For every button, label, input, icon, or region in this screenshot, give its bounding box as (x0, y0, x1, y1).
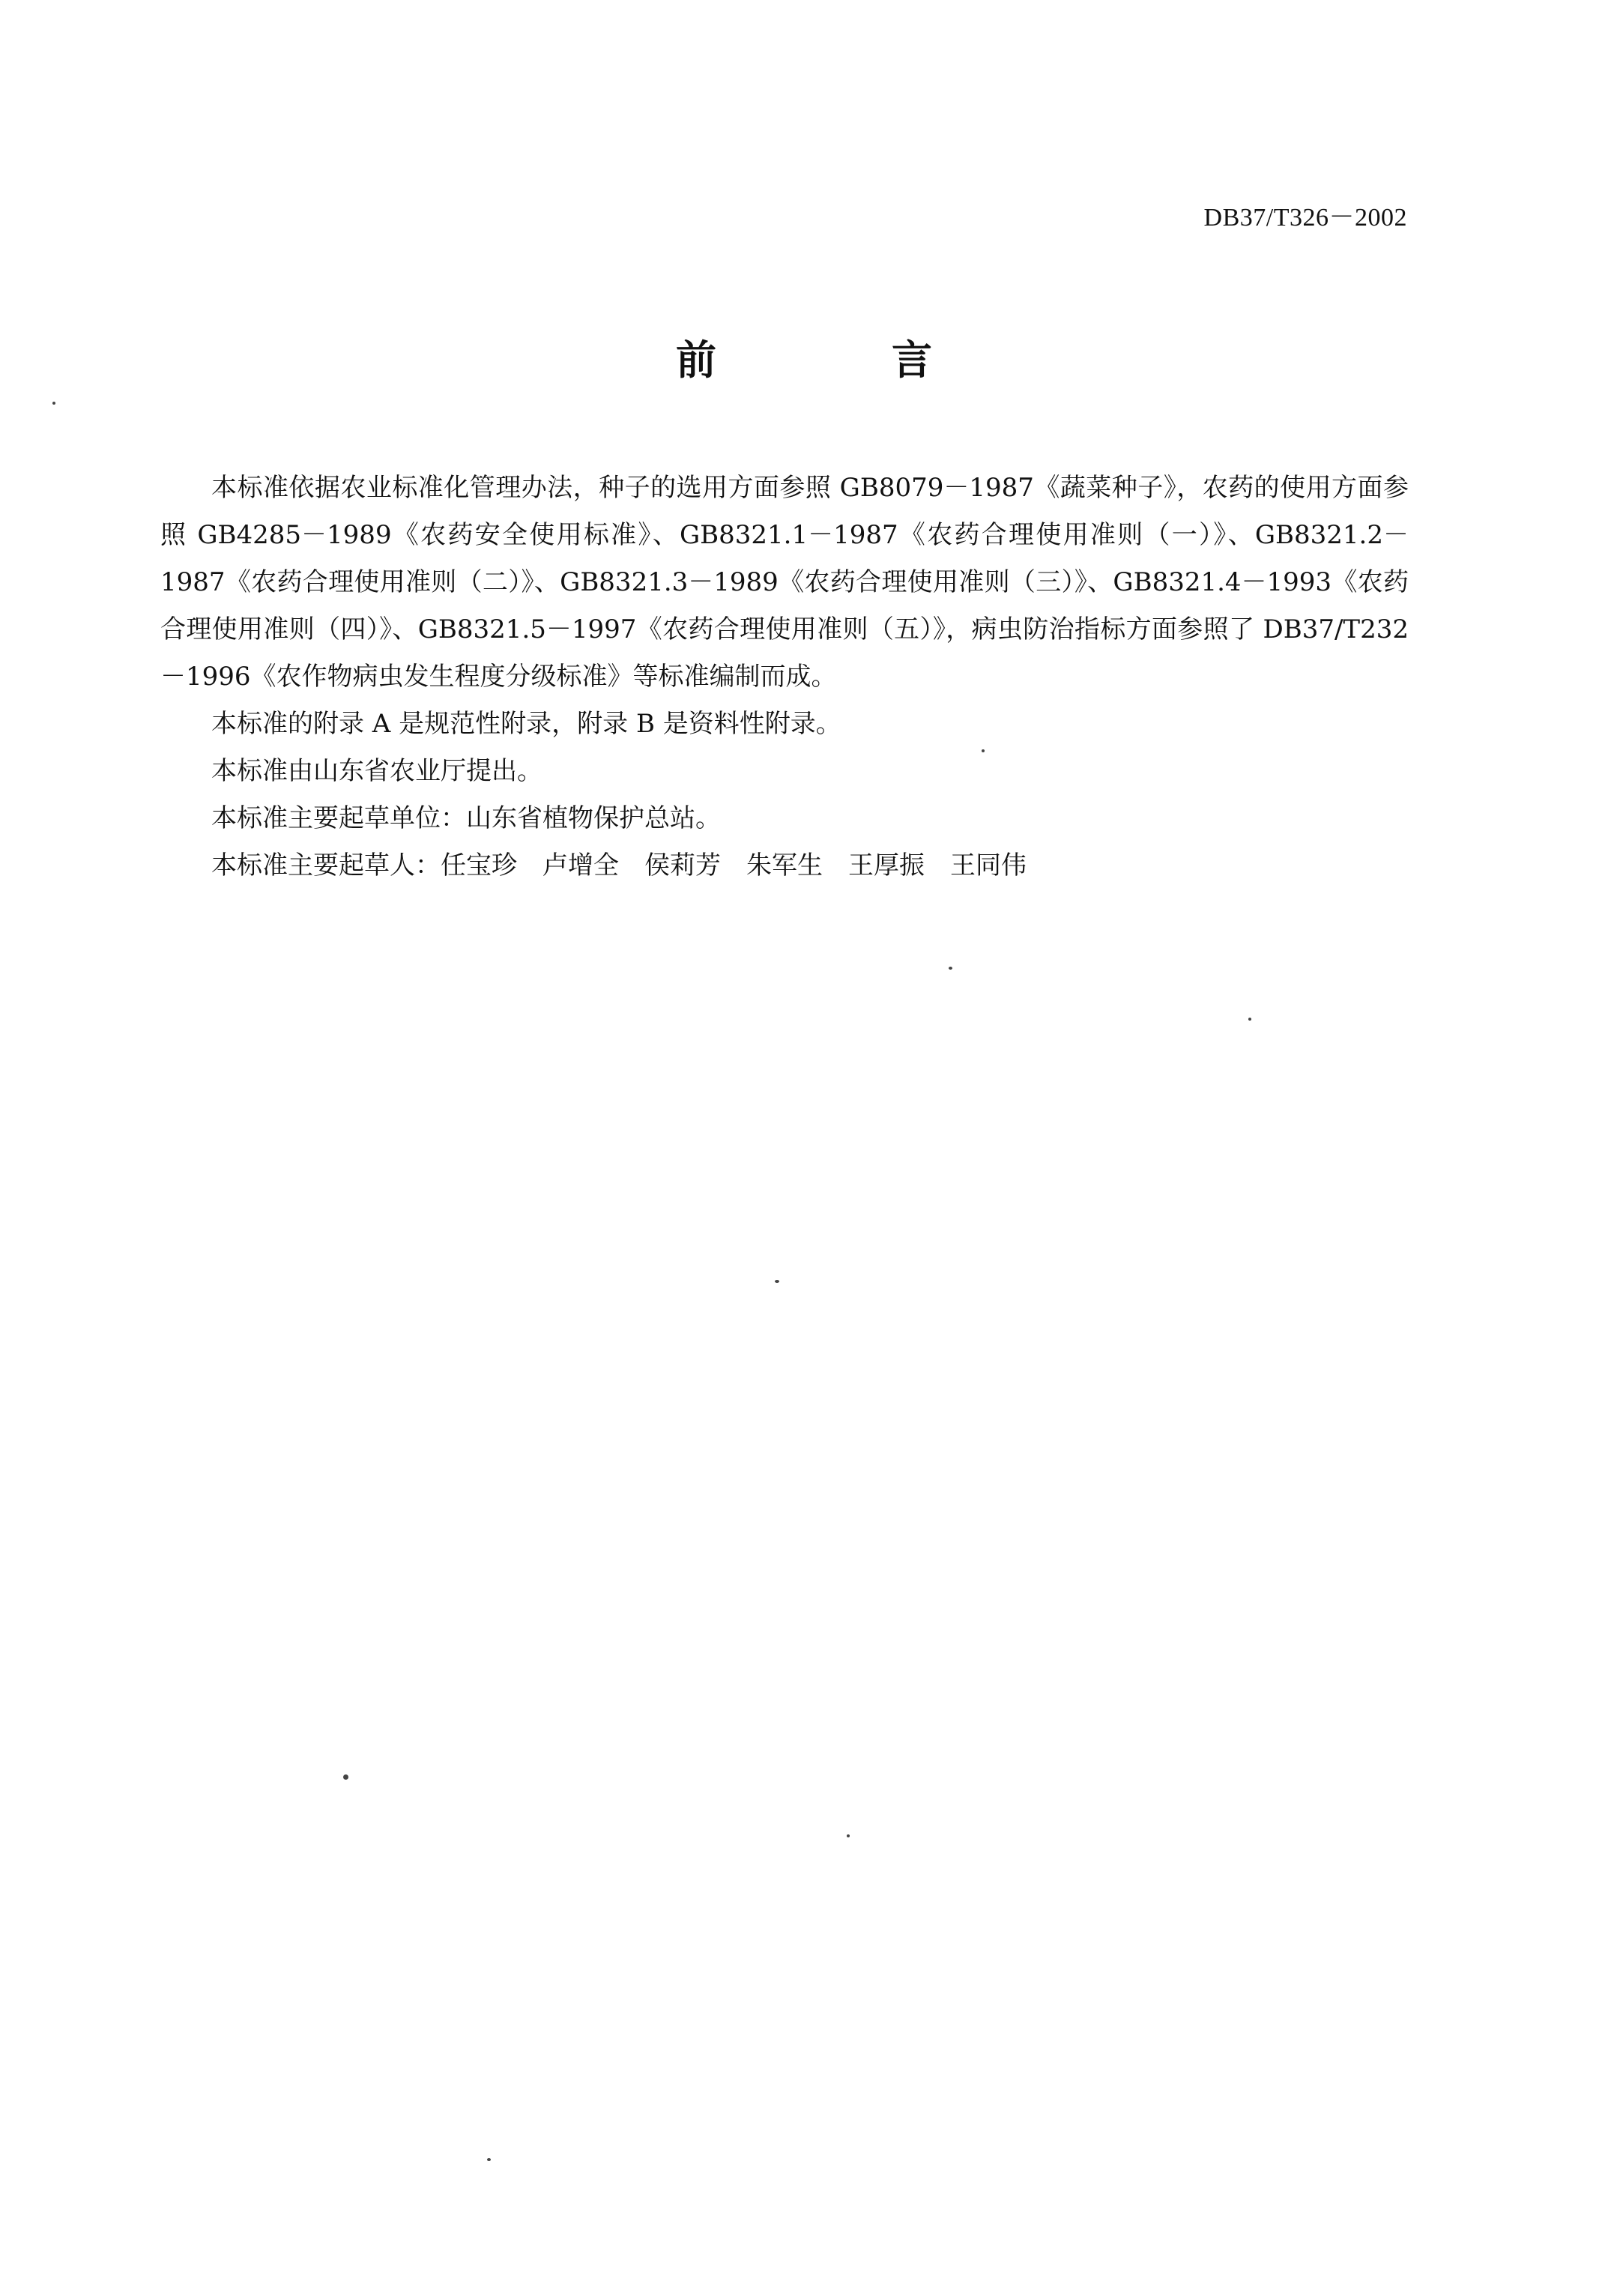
paragraph-drafters: 本标准主要起草人：任宝珍 卢增全 侯莉芳 朱军生 王厚振 王同伟 (211, 851, 1027, 880)
scan-speck (775, 1280, 779, 1283)
scan-speck (949, 967, 952, 970)
paragraph-proposer: 本标准由山东省农业厅提出。 (211, 756, 542, 786)
scan-speck (343, 1774, 348, 1780)
document-code: DB37/T326－2002 (1203, 204, 1407, 232)
scan-speck (982, 749, 985, 752)
foreword-body (160, 465, 1409, 889)
scan-speck (487, 2158, 491, 2161)
scan-speck (1248, 1018, 1251, 1021)
scan-speck (847, 1834, 850, 1837)
scan-speck (52, 402, 55, 405)
page-title: 前 言 (676, 336, 1000, 384)
paragraph-references: 本标准依据农业标准化管理办法，种子的选用方面参照 GB8079－1987《蔬菜种子》，农药的使用方面参照 GB4285－1989《农药安全使用标准》、GB8321.1－1987《农药合理使用准则（一）》、GB8321.2－1987《农药合理使用准则（二）》、GB8321.3－1989《农药合理使用准则（三）》、GB8321.4－1993《农药合理使用准则（四）》、GB8321.5－1997《农药合理使用准则（五）》，病虫防治指标方面参照了 DB37/T232－1996《农作物病虫发生程度分级标准》等标准编制而成。 (160, 473, 1409, 692)
paragraph-drafting-unit: 本标准主要起草单位：山东省植物保护总站。 (211, 803, 721, 833)
paragraph-appendix: 本标准的附录 A 是规范性附录，附录 B 是资料性附录。 (211, 709, 841, 739)
